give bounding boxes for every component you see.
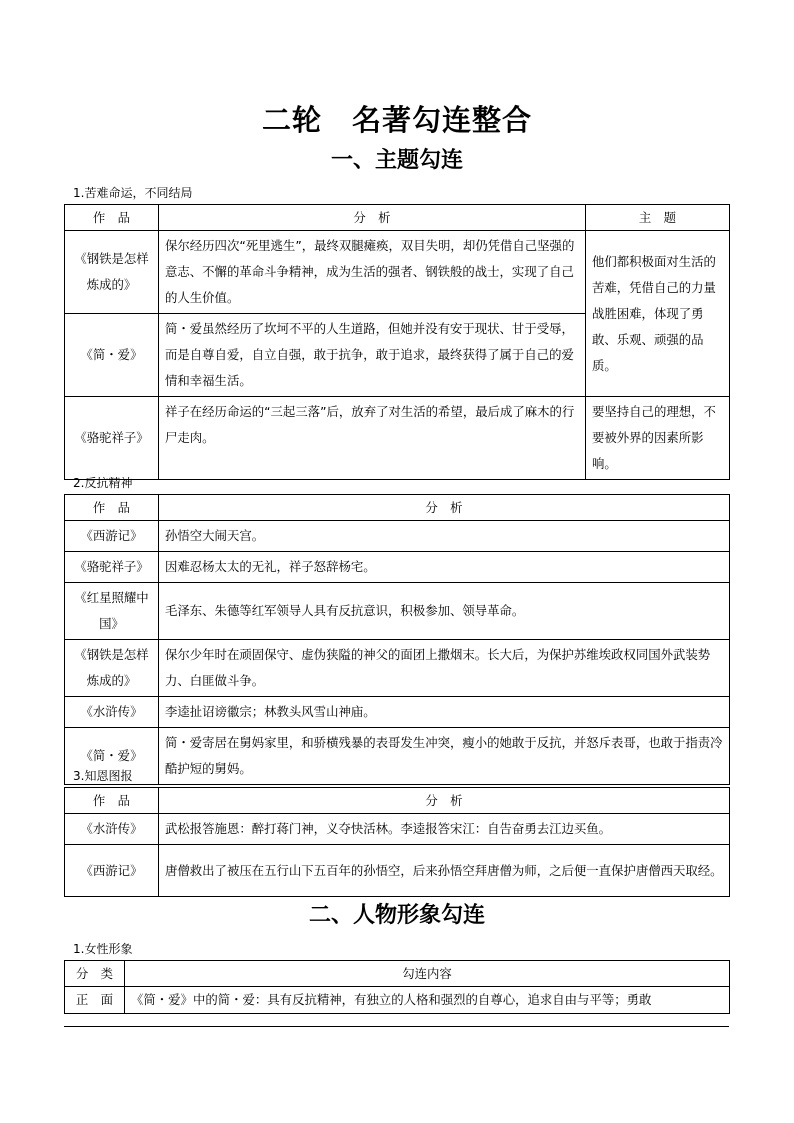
- work-cell: 《钢铁是怎样炼成的》: [65, 640, 159, 697]
- header-analysis: 分 析: [159, 788, 730, 814]
- header-analysis: 分 析: [159, 495, 730, 521]
- analysis-cell: 简・爱虽然经历了坎坷不平的人生道路，但她并没有安于现状、甘于受辱，而是自尊自爱，自立自强，敢于抗争，敢于追求，最终获得了属于自己的爱情和幸福生活。: [159, 314, 586, 397]
- content-cell: 《简・爱》中的简・爱：具有反抗精神，有独立的人格和强烈的自尊心，追求自由与平等；勇敢: [125, 987, 730, 1014]
- analysis-cell: 唐僧救出了被压在五行山下五百年的孙悟空，后来孙悟空拜唐僧为师，之后便一直保护唐僧西天取经。: [159, 845, 730, 897]
- table-row: [65, 231, 730, 314]
- header-theme: 主 题: [586, 205, 730, 231]
- analysis-cell: 祥子在经历命运的“三起三落”后，放弃了对生活的希望，最后成了麻木的行尸走肉。: [159, 397, 586, 480]
- part-heading-character-links: 二、人物形象勾连: [308, 903, 485, 928]
- analysis-cell: 孙悟空大闹天宫。: [159, 521, 730, 552]
- work-cell: 《水浒传》: [65, 814, 159, 845]
- table-row: [65, 987, 730, 1014]
- table-female-characters: [64, 960, 730, 1014]
- analysis-cell: 简・爱寄居在舅妈家里，和骄横残暴的表哥发生冲突，瘦小的她敢于反抗，并怒斥表哥，也敢于指责冷酷护短的舅妈。: [159, 728, 730, 785]
- page-title: 二轮 名著勾连整合: [261, 103, 532, 137]
- part-heading-theme-links: 一、主题勾连: [330, 148, 463, 173]
- theme-cell: 要坚持自己的理想，不要被外界的因素所影响。: [586, 397, 730, 480]
- theme-cell: 他们都积极面对生活的苦难，凭借自己的力量战胜困难，体现了勇敢、乐观、顽强的品质。: [586, 231, 730, 397]
- analysis-cell: 武松报答施恩：醉打蒋门神，义夺快活林。李逵报答宋江：自告奋勇去江边买鱼。: [159, 814, 730, 845]
- table-row: [65, 640, 730, 697]
- work-cell: 《红星照耀中国》: [65, 583, 159, 640]
- analysis-cell: 李逵扯诏谤徽宗；林教头风雪山神庙。: [159, 697, 730, 728]
- work-cell: 《简・爱》: [65, 314, 159, 397]
- table-row: [65, 814, 730, 845]
- analysis-cell: 保尔少年时在顽固保守、虚伪狭隘的神父的面团上撒烟末。长大后，为保护苏维埃政权同国外武装势力、白匪做斗争。: [159, 640, 730, 697]
- analysis-cell: 保尔经历四次“死里逃生”，最终双腿瘫痪，双目失明，却仍凭借自己坚强的意志、不懈的革命斗争精神，成为生活的强者、钢铁般的战士，实现了自己的人生价值。: [159, 231, 586, 314]
- work-cell: 《钢铁是怎样炼成的》: [65, 231, 159, 314]
- header-work: 作 品: [65, 205, 159, 231]
- header-work: 作 品: [65, 495, 159, 521]
- work-cell: 《骆驼祥子》: [65, 552, 159, 583]
- table-row: [65, 845, 730, 897]
- section-title-resistance: 2.反抗精神: [73, 476, 133, 490]
- page-bottom-rule: [64, 1026, 729, 1027]
- category-cell: 正 面: [65, 987, 125, 1014]
- section-title-gratitude: 3.知恩图报: [73, 769, 133, 783]
- section-title-hardship: 1.苦难命运，不同结局: [73, 186, 193, 200]
- table-hardship: [64, 204, 730, 480]
- section-title-female-characters: 1.女性形象: [73, 942, 133, 956]
- table-row: [65, 397, 730, 480]
- work-cell: 《骆驼祥子》: [65, 397, 159, 480]
- table-row: [65, 521, 730, 552]
- header-work: 作 品: [65, 788, 159, 814]
- work-cell: 《水浒传》: [65, 697, 159, 728]
- header-category: 分 类: [65, 961, 125, 987]
- table-row: [65, 552, 730, 583]
- table-row: [65, 583, 730, 640]
- table-resistance: [64, 494, 730, 785]
- analysis-cell: 毛泽东、朱德等红军领导人具有反抗意识，积极参加、领导革命。: [159, 583, 730, 640]
- work-cell: 《西游记》: [65, 845, 159, 897]
- table-row: [65, 728, 730, 785]
- header-analysis: 分 析: [159, 205, 586, 231]
- work-cell: 《西游记》: [65, 521, 159, 552]
- header-content: 勾连内容: [125, 961, 730, 987]
- table-row: [65, 697, 730, 728]
- table-gratitude: [64, 787, 730, 897]
- analysis-cell: 因难忍杨太太的无礼，祥子怒辞杨宅。: [159, 552, 730, 583]
- work-cell: 《简・爱》: [65, 728, 159, 785]
